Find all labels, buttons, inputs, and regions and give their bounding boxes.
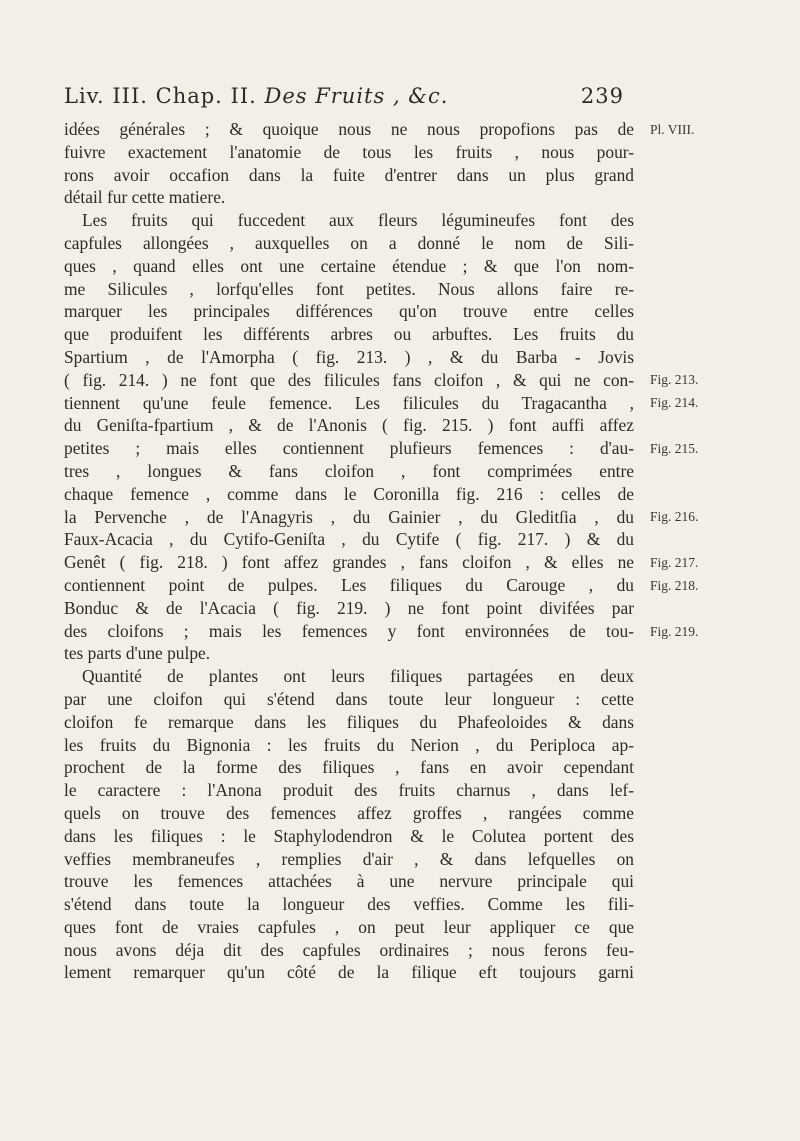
text-line: tiennent qu'une feule femence. Les filicules du Tragacantha , bbox=[64, 392, 634, 413]
text-line: détail fur cette matiere. bbox=[64, 187, 226, 208]
text-line: marquer les principales différences qu'on trouve entre celles bbox=[64, 301, 634, 322]
figure-reference: Fig. 215. bbox=[650, 441, 699, 456]
plate-reference: Pl. VIII. bbox=[650, 122, 695, 137]
text-line: contiennent point de pulpes. Les filiques du Carouge , du bbox=[64, 574, 634, 595]
text-line: dans les filiques : le Staphylodendron & le Colutea portent des bbox=[64, 825, 634, 846]
text-line: ( fig. 214. ) ne font que des filicules fans cloifon , & qui ne con- bbox=[64, 369, 634, 390]
text-line: ques , quand elles ont une certaine étendue ; & que l'on nom- bbox=[64, 255, 634, 276]
chapter-title: Des Fruits , &c. bbox=[264, 84, 449, 108]
text-line: quels on trouve des femences affez groffes , rangées comme bbox=[64, 802, 634, 823]
text-line: le caractere : l'Anona produit des fruits charnus , dans lef- bbox=[64, 780, 634, 801]
text-line: nous avons déja dit des capfules ordinaires ; nous ferons feu- bbox=[64, 939, 634, 960]
text-line: capfules allongées , auxquelles on a donné le nom de Sili- bbox=[64, 232, 634, 253]
text-line: la Pervenche , de l'Anagyris , du Gainier , du Gleditſia , du bbox=[64, 506, 634, 527]
page-number: 239 bbox=[580, 84, 624, 108]
text-line: tres , longues & fans cloifon , font comprimées entre bbox=[64, 460, 634, 481]
figure-reference: Fig. 214. bbox=[650, 395, 699, 410]
text-line: fuivre exactement l'anatomie de tous les fruits , nous pour- bbox=[64, 141, 634, 162]
text-line: tes parts d'une pulpe. bbox=[64, 643, 211, 664]
body-text bbox=[64, 118, 634, 984]
text-line: ques font de vraies capfules , on peut leur appliquer ce que bbox=[64, 916, 634, 937]
figure-reference: Fig. 213. bbox=[650, 372, 699, 387]
text-line: Bonduc & de l'Acacia ( fig. 219. ) ne font point divifées par bbox=[64, 597, 634, 618]
text-line: petites ; mais elles contiennent plufieurs femences : d'au- bbox=[64, 438, 634, 459]
text-line: Faux-Acacia , du Cytifo-Geniſta , du Cytife ( fig. 217. ) & du bbox=[64, 529, 634, 550]
text-line: idées générales ; & quoique nous ne nous propofions pas de bbox=[64, 119, 634, 139]
figure-reference: Fig. 217. bbox=[650, 555, 699, 570]
text-line: Genêt ( fig. 218. ) font affez grandes , fans cloifon , & elles ne bbox=[64, 552, 634, 573]
figure-reference: Fig. 219. bbox=[650, 624, 699, 639]
text-line: me Silicules , lorfqu'elles font petites. Nous allons faire re- bbox=[64, 278, 634, 299]
text-line: trouve les femences attachées à une nervure principale qui bbox=[64, 871, 634, 892]
text-line: Les fruits qui fuccedent aux fleurs légumineufes font des bbox=[82, 210, 634, 231]
text-line: veffies membraneufes , remplies d'air , & dans lefquelles on bbox=[64, 848, 634, 869]
text-line: par une cloifon qui s'étend dans toute leur longueur : cette bbox=[64, 688, 634, 709]
chapter-label: Liv. III. Chap. II. bbox=[64, 84, 257, 108]
figure-reference: Fig. 216. bbox=[650, 509, 699, 524]
running-head bbox=[64, 84, 624, 108]
text-line: lement remarquer qu'un côté de la filique eft toujours garni bbox=[64, 962, 634, 983]
text-line: cloifon fe remarque dans les filiques du Phafeoloides & dans bbox=[64, 711, 634, 732]
text-line: s'étend dans toute la longueur des veffies. Comme les fili- bbox=[64, 894, 634, 915]
text-line: des cloifons ; mais les femences y font environnées de tou- bbox=[64, 620, 634, 641]
text-line: rons avoir occafion dans la fuite d'entrer dans un plus grand bbox=[64, 164, 634, 185]
text-line: du Geniſta-fpartium , & de l'Anonis ( fig. 215. ) font auffi affez bbox=[64, 415, 634, 436]
text-line: Spartium , de l'Amorpha ( fig. 213. ) , & du Barba - Jovis bbox=[64, 346, 634, 367]
text-line: Quantité de plantes ont leurs filiques partagées en deux bbox=[82, 666, 634, 687]
figure-reference: Fig. 218. bbox=[650, 578, 699, 593]
text-line: chaque femence , comme dans le Coronilla fig. 216 : celles de bbox=[64, 483, 634, 504]
text-line: les fruits du Bignonia : les fruits du Nerion , du Periploca ap- bbox=[64, 734, 634, 755]
text-line: que produifent les différents arbres ou arbuftes. Les fruits du bbox=[64, 324, 634, 345]
text-line: prochent de la forme des filiques , fans en avoir cependant bbox=[64, 757, 634, 778]
